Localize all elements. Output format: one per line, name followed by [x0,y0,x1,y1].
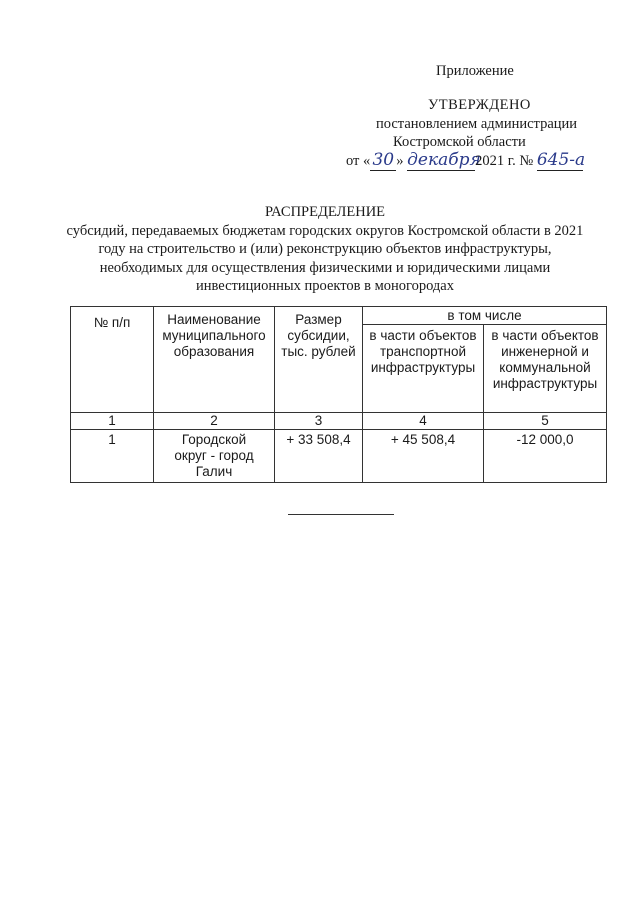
decree-number: 645-а [536,150,586,170]
document-heading: РАСПРЕДЕЛЕНИЕ [264,204,386,220]
row-size: + 33 508,4 [275,430,363,483]
row-num: 1 [71,430,154,483]
column-number-2: 2 [154,413,275,430]
distribution-table [70,306,607,483]
row-name: Городской округ - город Галич [154,430,275,483]
header-name: Наименование муниципального образования [154,307,275,413]
date-mid: » [396,153,404,169]
document-subtitle: субсидий, передаваемых бюджетам городских округов Костромской области в 2021 году на строительство и (или) реконструкцию объектов инфраструктуры, необходимых для осуществления физическими и юридическими лицами инвестиционных проектов в моногородах [66,222,584,294]
header-size: Размер субсидии, тыс. рублей [275,307,363,413]
end-divider [288,514,394,515]
column-number-1: 1 [71,413,154,430]
date-prefix: от « [346,153,371,169]
approved-label: УТВЕРЖДЕНО [428,97,531,113]
date-day: 30 [370,151,396,171]
column-number-3: 3 [275,413,363,430]
table-row [71,430,607,483]
header-transport: в части объектов транспортной инфраструктуры [363,325,484,413]
approval-line-2: Костромской области [393,134,526,150]
date-year: 2021 г. № [475,153,534,169]
table-numbering-row [71,413,607,430]
row-transport: + 45 508,4 [363,430,484,483]
document-title-block [60,203,590,296]
column-number-5: 5 [484,413,607,430]
appendix-label: Приложение [436,63,514,79]
header-group: в том числе [363,307,607,325]
approval-line-1: постановлением администрации [376,116,578,132]
date-month: декабря [407,150,481,170]
table-header-row [71,307,607,325]
header-num: № п/п [71,307,154,413]
row-engineering: -12 000,0 [484,430,607,483]
header-engineering: в части объектов инженерной и коммунальной инфраструктуры [484,325,607,413]
column-number-4: 4 [363,413,484,430]
approval-date-line [346,150,586,171]
